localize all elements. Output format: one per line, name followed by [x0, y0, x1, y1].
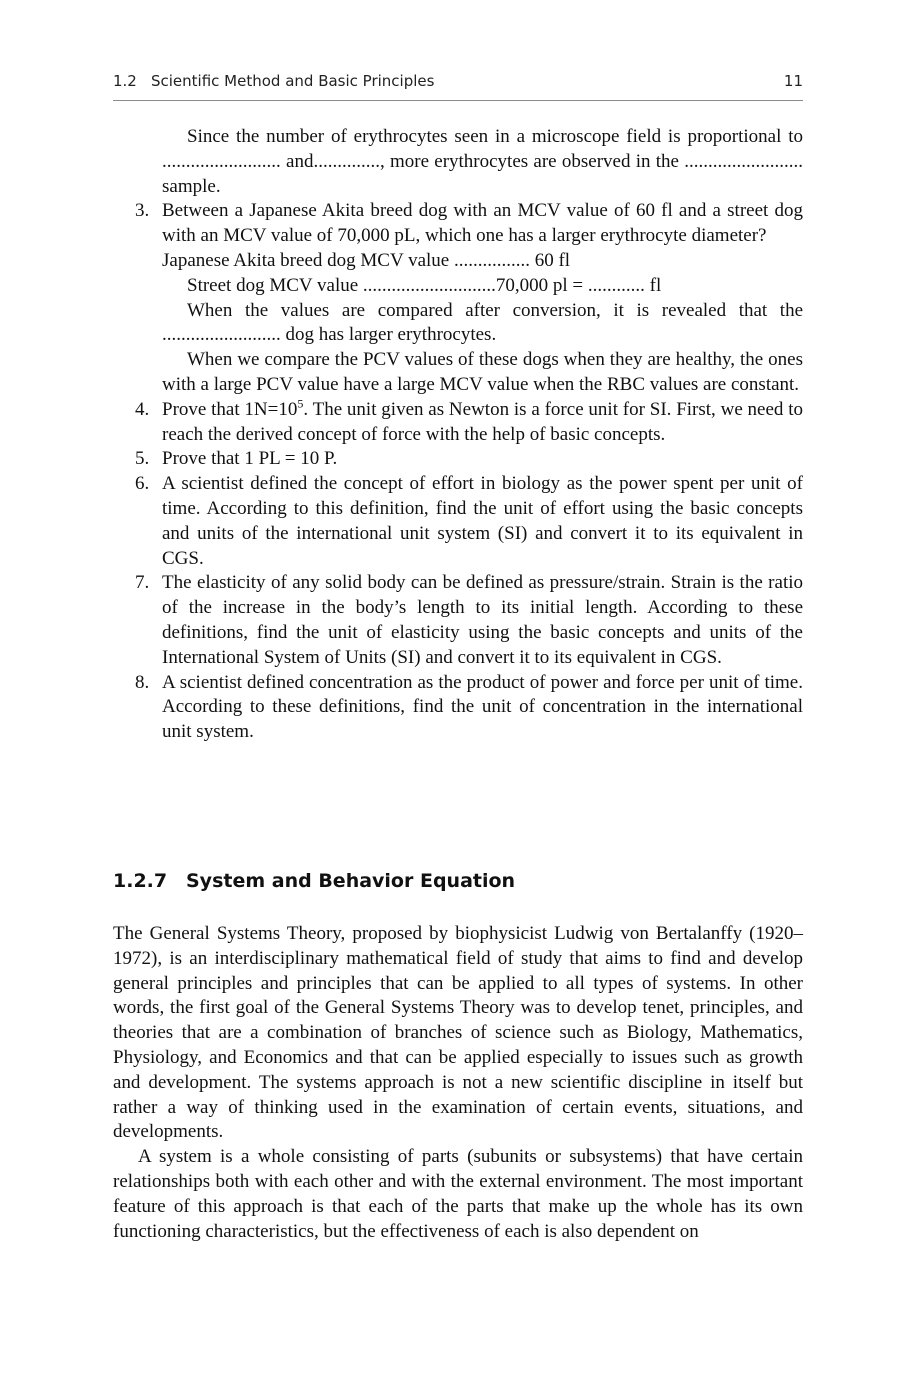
section-body	[113, 922, 803, 1244]
comparison-line: When the values are compared after conversion, it is revealed that the ......................... dog has larger erythrocytes.	[162, 299, 803, 346]
question-number: 8.	[135, 671, 150, 693]
question-number: 4.	[135, 398, 150, 420]
question-3	[135, 199, 803, 397]
section-title: System and Behavior Equation	[186, 870, 516, 892]
question-text-part: Prove that 1N=10	[162, 398, 298, 420]
question-text: A scientist defined concentration as the product of power and force per unit of time. According to these definitions, find the unit of concentration in the international unit system.	[162, 671, 803, 743]
question-number: 5.	[135, 448, 150, 470]
question-8	[135, 671, 803, 745]
header-section-number: 1.2	[113, 72, 137, 90]
header-section-title: Scientific Method and Basic Principles	[151, 72, 435, 90]
pcv-comparison-line: When we compare the PCV values of these dogs when they are healthy, the ones with a large PCV value have a large MCV value when the RBC values are constant.	[162, 349, 803, 395]
page-number: 11	[783, 72, 803, 90]
question-number: 3.	[135, 200, 150, 222]
street-dog-mcv-line: Street dog MCV value ............................70,000 pl = ............ fl	[187, 274, 662, 296]
question-4	[135, 396, 803, 448]
question-5	[135, 447, 803, 472]
question-text: A scientist defined the concept of effort in biology as the power spent per unit of time. According to this definition, find the unit of effort using the basic concepts and units of the international unit system (SI) and convert it to its equivalent in CGS.	[162, 473, 803, 569]
question-number: 7.	[135, 572, 150, 594]
paragraph-1: The General Systems Theory, proposed by biophysicist Ludwig von Bertalanffy (1920–1972), is an interdisciplinary mathematical field of study that aims to find and develop general principles and principles that can be applied to all types of systems. In other words, the first goal of the General Systems Theory was to develop tenet, principles, and theories that are a combination of branches of science such as Biology, Mathematics, Physiology, and Economics and that can be applied especially to issues such as growth and development. The systems approach is not a new scientific discipline in itself but rather a way of thinking used in the examination of certain events, situations, and developments.	[113, 923, 803, 1143]
exercise-list	[135, 125, 803, 745]
section-number: 1.2.7	[113, 870, 168, 892]
question-2-continuation: Since the number of erythrocytes seen in a microscope field is proportional to ......................... and.............., more erythrocytes are observed in the ......................... sample.	[162, 126, 803, 197]
question-6	[135, 472, 803, 571]
question-text: Between a Japanese Akita breed dog with an MCV value of 60 fl and a street dog with an MCV value of 70,000 pL, which one has a larger erythrocyte diameter?	[162, 200, 803, 247]
question-7	[135, 571, 803, 670]
question-text-part: . The unit given as Newton is a force unit for SI. First, we need to reach the derived concept of force with the help of basic concepts.	[162, 398, 803, 445]
exponent: 5	[297, 396, 304, 411]
question-number: 6.	[135, 473, 150, 495]
section-heading	[113, 870, 803, 892]
akita-mcv-line: Japanese Akita breed dog MCV value ................ 60 fl	[162, 249, 571, 271]
question-text: The elasticity of any solid body can be defined as pressure/strain. Strain is the ratio of the increase in the body’s length to its initial length. According to these definitions, find the unit of elasticity using the basic concepts and units of the International System of Units (SI) and convert it to its equivalent in CGS.	[162, 572, 803, 668]
question-text	[162, 398, 803, 448]
running-header	[113, 72, 803, 101]
paragraph-2: A system is a whole consisting of parts (subunits or subsystems) that have certain relationships both with each other and with the external environment. The most important feature of this approach is that each of the parts that make up the whole has its own functioning characteristics, but the effectiveness of each is also dependent on	[113, 1146, 803, 1242]
question-text: Prove that 1 PL = 10 P.	[162, 448, 338, 470]
